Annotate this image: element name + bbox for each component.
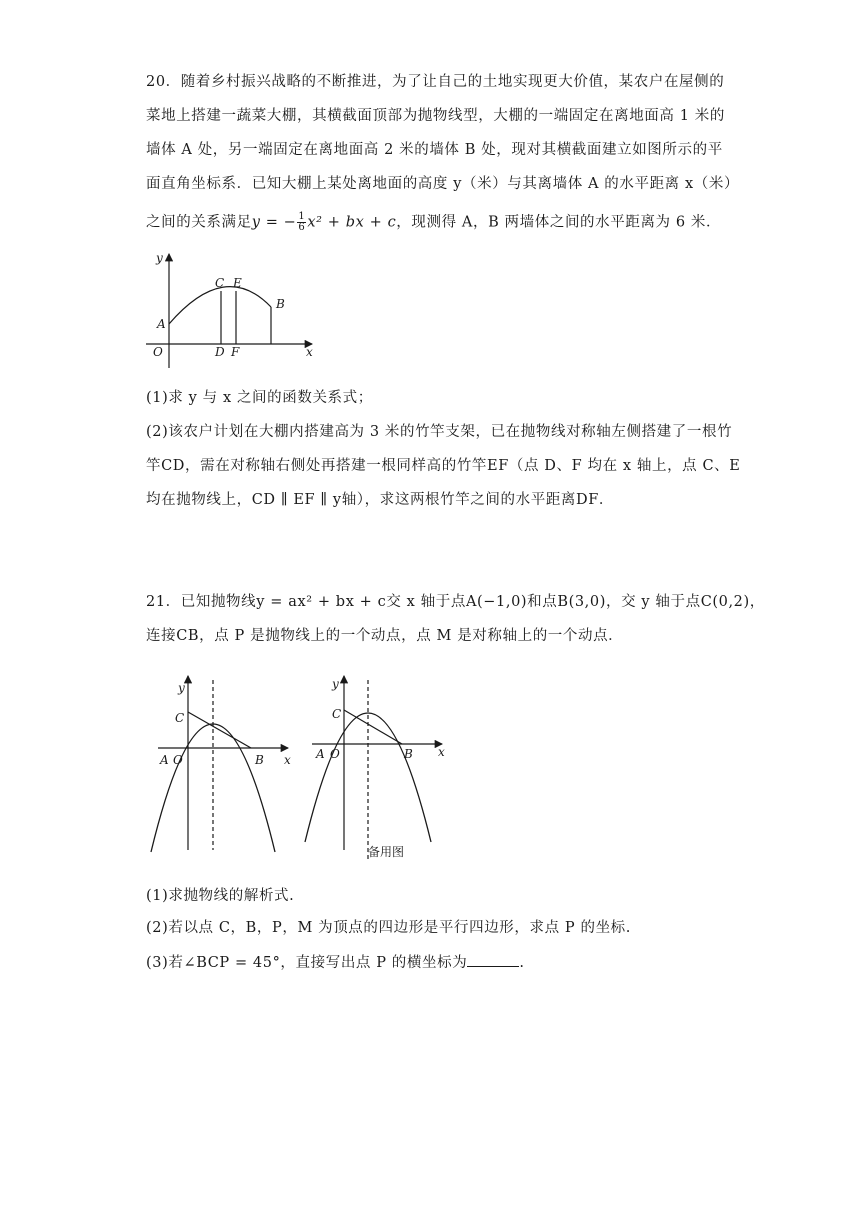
q21-main-label-y: y: [178, 681, 185, 695]
q20-label-x: x: [306, 345, 313, 359]
q20-line-5: [146, 212, 721, 233]
q21-backup-label-x: x: [438, 745, 445, 759]
q20-sub-2-line-2: 竿CD，需在对称轴右侧处再搭建一根同样高的竹竿EF（点 D、F 均在 x 轴上，点 C、E: [146, 458, 741, 474]
q20-label-b: B: [276, 297, 285, 311]
q21-main-segment-cb: [188, 712, 251, 748]
q20-label-f: F: [231, 345, 240, 359]
answer-blank[interactable]: [467, 952, 519, 967]
q21-line-2: 连接CB，点 P 是抛物线上的一个动点，点 M 是对称轴上的一个动点．: [146, 628, 624, 644]
q20-formula-fraction: [297, 212, 306, 233]
q20-sub-2-line-3: 均在抛物线上，CD ∥ EF ∥ y轴），求这两根竹竿之间的水平距离DF．: [146, 492, 615, 508]
q20-frac-den: 6: [298, 222, 306, 233]
q21-backup-label-c: C: [332, 707, 342, 721]
q21-main-label-a: A: [160, 753, 169, 767]
q20-label-a: A: [157, 317, 166, 331]
q21-backup-label-b: B: [404, 747, 413, 761]
q20-line-2: 菜地上搭建一蔬菜大棚，其横截面顶部为抛物线型，大棚的一端固定在离地面高 1 米的: [146, 108, 725, 124]
q21-backup-label-o: O: [330, 747, 340, 761]
q21-main-label-b: B: [255, 753, 264, 767]
q20-frac-num: 1: [298, 211, 306, 222]
q21-sub-3-end: .: [519, 955, 525, 971]
q20-sub-2-line-1: (2)该农户计划在大棚内搭建高为 3 米的竹竿支架，已在抛物线对称轴左侧搭建了一根竹: [146, 424, 733, 440]
q21-sub-2: (2)若以点 C，B，P，M 为顶点的四边形是平行四边形，求点 P 的坐标.: [146, 920, 631, 936]
q20-parabola-arc: [169, 287, 271, 324]
q20-formula-part-b: x² + bx + c: [307, 214, 397, 231]
q20-line-5-post: ，现测得 A，B 两墙体之间的水平距离为 6 米．: [396, 214, 722, 231]
q21-main-label-c: C: [175, 711, 185, 725]
q20-label-e: E: [233, 276, 242, 290]
q21-line-1: 21．已知抛物线y = ax² + bx + c交 x 轴于点A(−1,0)和点B(3,0)，交 y 轴于点C(0,2)，: [146, 594, 765, 610]
q20-formula-part-a: y = −: [251, 214, 297, 231]
q20-line-4: 面直角坐标系．已知大棚上某处离地面的高度 y（米）与其离墙体 A 的水平距离 x（米）: [146, 176, 740, 192]
q21-main-label-x: x: [284, 753, 291, 767]
q21-backup-label-y: y: [332, 677, 339, 691]
q21-sub-3: [146, 952, 525, 973]
q21-backup-label-a: A: [316, 747, 325, 761]
q21-sub-3-text: (3)若∠BCP = 45°，直接写出点 P 的横坐标为: [146, 955, 468, 971]
q20-label-y: y: [156, 251, 163, 265]
q20-label-d: D: [215, 345, 225, 359]
q20-line-5-pre: 之间的关系满足: [146, 214, 252, 231]
q20-line-3: 墙体 A 处，另一端固定在离地面高 2 米的墙体 B 处，现对其横截面建立如图所示的平: [146, 142, 723, 158]
q21-figure-main: [148, 670, 298, 856]
q21-main-label-o: O: [173, 753, 183, 767]
q21-backup-segment-cb: [344, 710, 402, 744]
q20-line-1: 20．随着乡村振兴战略的不断推进，为了让自己的土地实现更大价值，某农户在屋侧的: [146, 74, 725, 90]
q20-figure: [140, 248, 330, 372]
q21-sub-1: (1)求抛物线的解析式.: [146, 888, 295, 904]
q20-label-c: C: [215, 276, 225, 290]
q21-backup-caption: 备用图: [368, 845, 405, 859]
q21-figure-backup: [302, 670, 452, 866]
q20-label-o: O: [153, 345, 163, 359]
q20-sub-1: (1)求 y 与 x 之间的函数关系式；: [146, 390, 373, 406]
